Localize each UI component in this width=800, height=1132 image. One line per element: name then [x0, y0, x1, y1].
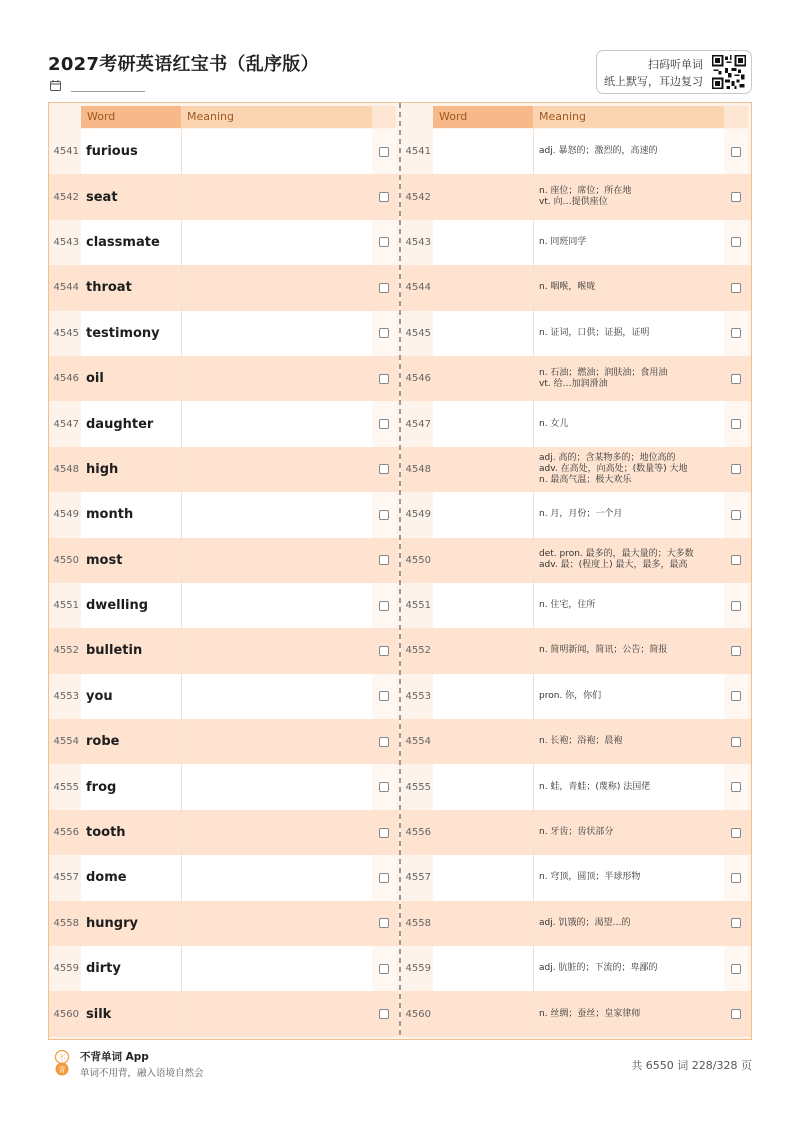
word-cell: tooth	[86, 825, 126, 841]
word-blank-cell[interactable]	[433, 991, 533, 1036]
check-cell	[724, 674, 748, 719]
table-row	[401, 719, 751, 764]
check-cell	[724, 855, 748, 900]
meaning-blank-cell[interactable]	[181, 764, 372, 809]
table-row	[49, 265, 399, 310]
check-cell	[724, 265, 748, 310]
word-blank-cell[interactable]	[433, 810, 533, 855]
meaning-cell: n. 咽喉，喉咙	[533, 265, 724, 310]
meaning-header: Meaning	[181, 106, 372, 128]
table-row	[401, 265, 751, 310]
meaning-blank-cell[interactable]	[181, 719, 372, 764]
meaning-cell: n. 长袍；浴袍；晨袍	[533, 719, 724, 764]
check-cell	[724, 946, 748, 991]
entry-number: 4550	[405, 554, 431, 566]
table-row	[401, 991, 751, 1036]
check-cell	[372, 492, 396, 537]
word-cell: daughter	[81, 401, 181, 446]
table-row	[401, 129, 751, 174]
checkbox[interactable]	[731, 1009, 741, 1019]
table-row	[49, 764, 399, 809]
check-cell	[372, 447, 396, 492]
checkbox[interactable]	[731, 147, 741, 157]
meaning-blank-cell[interactable]	[181, 174, 372, 219]
checkbox[interactable]	[379, 464, 389, 474]
check-header	[724, 106, 748, 128]
word-cell: oil	[86, 371, 104, 387]
entry-number: 4551	[405, 600, 431, 612]
word-header: Word	[81, 106, 181, 128]
table-row	[49, 220, 399, 265]
meaning-cell: n. 牙齿；齿状部分	[533, 810, 724, 855]
entry-number: 4554	[53, 736, 79, 748]
checkbox[interactable]	[379, 964, 389, 974]
check-cell	[372, 946, 396, 991]
entry-number: 4553	[405, 690, 431, 702]
entry-number: 4541	[405, 146, 431, 158]
scan-qr-panel[interactable]	[596, 50, 752, 94]
entry-number: 4543	[405, 236, 431, 248]
meaning-cell: pron. 你，你们	[533, 674, 724, 719]
meaning-cell: n. 同班同学	[533, 220, 724, 265]
entry-number: 4552	[53, 645, 79, 657]
table-row	[401, 220, 751, 265]
table-row	[49, 129, 399, 174]
check-cell	[372, 764, 396, 809]
meaning-blank-cell[interactable]	[181, 311, 372, 356]
checkbox[interactable]	[379, 555, 389, 565]
table-row	[49, 174, 399, 219]
word-cell: frog	[81, 764, 181, 809]
date-field[interactable]	[50, 79, 145, 92]
checkbox[interactable]	[731, 646, 741, 656]
table-row	[49, 946, 399, 991]
checkbox[interactable]	[379, 510, 389, 520]
entry-number: 4558	[405, 917, 431, 929]
checkbox[interactable]	[731, 555, 741, 565]
checkbox[interactable]	[731, 419, 741, 429]
check-cell	[724, 356, 748, 401]
table-row	[401, 538, 751, 583]
checkbox[interactable]	[731, 828, 741, 838]
date-blank-line[interactable]	[71, 79, 145, 92]
entry-number: 4557	[53, 872, 79, 884]
entry-number: 4542	[53, 191, 79, 203]
entry-number: 4549	[53, 509, 79, 521]
word-blank-cell[interactable]	[433, 628, 533, 673]
check-cell	[724, 810, 748, 855]
meaning-blank-cell[interactable]	[181, 628, 372, 673]
checkbox[interactable]	[379, 601, 389, 611]
check-cell	[724, 447, 748, 492]
table-row	[49, 991, 399, 1036]
calendar-icon	[50, 80, 61, 91]
entry-number: 4548	[405, 463, 431, 475]
checkbox[interactable]	[379, 691, 389, 701]
scan-label: 扫码听单词	[648, 58, 703, 71]
word-column-panel	[49, 103, 399, 1039]
entry-number: 4551	[53, 600, 79, 612]
entry-number: 4555	[405, 781, 431, 793]
check-cell	[724, 220, 748, 265]
check-cell	[372, 220, 396, 265]
check-header	[372, 106, 396, 128]
page-info: 共 6550 词 228/328 页	[631, 1059, 752, 1072]
word-cell: seat	[86, 189, 118, 205]
checkbox[interactable]	[379, 419, 389, 429]
word-blank-cell[interactable]	[433, 356, 533, 401]
check-cell	[724, 991, 748, 1036]
word-cell: silk	[86, 1006, 112, 1022]
word-blank-cell[interactable]	[433, 855, 533, 900]
qr-code-icon[interactable]	[712, 55, 746, 89]
word-blank-cell[interactable]	[433, 719, 533, 764]
table-row	[49, 311, 399, 356]
checkbox[interactable]	[731, 782, 741, 792]
meaning-cell: n. 住宅，住所	[533, 583, 724, 628]
entry-number: 4560	[405, 1008, 431, 1020]
table-row	[49, 901, 399, 946]
check-cell	[724, 538, 748, 583]
table-row	[49, 583, 399, 628]
meaning-column-panel	[401, 103, 751, 1039]
checkbox[interactable]	[379, 646, 389, 656]
word-cell: most	[86, 552, 123, 568]
table-row	[401, 492, 751, 537]
check-cell	[724, 174, 748, 219]
word-cell: throat	[86, 280, 132, 296]
entry-number: 4545	[53, 327, 79, 339]
entry-number: 4548	[53, 463, 79, 475]
checkbox[interactable]	[379, 782, 389, 792]
word-cell: classmate	[81, 220, 181, 265]
entry-number: 4549	[405, 509, 431, 521]
meaning-blank-cell[interactable]	[181, 129, 372, 174]
table-row	[49, 538, 399, 583]
table-row	[49, 447, 399, 492]
word-cell: month	[81, 492, 181, 537]
check-cell	[724, 764, 748, 809]
meaning-blank-cell[interactable]	[181, 401, 372, 446]
word-blank-cell[interactable]	[433, 674, 533, 719]
meaning-blank-cell[interactable]	[181, 810, 372, 855]
meaning-list	[401, 129, 751, 1037]
checkbox[interactable]	[731, 918, 741, 928]
check-cell	[372, 855, 396, 900]
word-blank-cell[interactable]	[433, 538, 533, 583]
word-cell: bulletin	[86, 643, 143, 659]
check-cell	[724, 719, 748, 764]
check-cell	[724, 311, 748, 356]
meaning-blank-cell[interactable]	[181, 538, 372, 583]
word-blank-cell[interactable]	[433, 901, 533, 946]
word-blank-cell[interactable]	[433, 174, 533, 219]
entry-number: 4556	[53, 827, 79, 839]
word-cell: dirty	[81, 946, 181, 991]
entry-number: 4544	[53, 282, 79, 294]
meaning-blank-cell[interactable]	[181, 901, 372, 946]
checkbox[interactable]	[731, 510, 741, 520]
table-row	[49, 719, 399, 764]
word-blank-cell[interactable]	[433, 447, 533, 492]
meaning-cell: n. 石油；燃油；润肤油；食用油 vt. 给…加润滑油	[533, 356, 724, 401]
word-blank-cell[interactable]	[433, 492, 533, 537]
entry-number: 4556	[405, 827, 431, 839]
check-cell	[372, 265, 396, 310]
table-row	[401, 401, 751, 446]
table-row	[401, 311, 751, 356]
entry-number: 4550	[53, 554, 79, 566]
meaning-cell: n. 证词，口供；证据，证明	[533, 311, 724, 356]
entry-number: 4559	[53, 963, 79, 975]
table-row	[49, 674, 399, 719]
meaning-cell: n. 丝绸；蚕丝；皇家律师	[533, 991, 724, 1036]
checkbox[interactable]	[379, 192, 389, 202]
checkbox[interactable]	[379, 1009, 389, 1019]
check-cell	[372, 583, 396, 628]
checkbox[interactable]	[731, 691, 741, 701]
meaning-cell: n. 女儿	[533, 401, 724, 446]
word-blank-cell[interactable]	[433, 764, 533, 809]
word-blank-cell[interactable]	[433, 129, 533, 174]
word-blank-cell[interactable]	[433, 265, 533, 310]
checkbox[interactable]	[379, 873, 389, 883]
entry-number: 4547	[405, 418, 431, 430]
checkbox[interactable]	[731, 964, 741, 974]
entry-number: 4546	[405, 373, 431, 385]
check-cell	[724, 583, 748, 628]
entry-number: 4546	[53, 373, 79, 385]
meaning-blank-cell[interactable]	[181, 265, 372, 310]
check-cell	[372, 401, 396, 446]
word-cell: testimony	[81, 311, 181, 356]
check-cell	[372, 311, 396, 356]
entry-number: 4547	[53, 418, 79, 430]
checkbox[interactable]	[379, 737, 389, 747]
app-logo-icon	[51, 1050, 73, 1076]
entry-number: 4541	[53, 146, 79, 158]
table-row	[401, 583, 751, 628]
meaning-cell: det. pron. 最多的，最大量的；大多数 adv. 最；(程度上) 最大，最多，最高	[533, 538, 724, 583]
meaning-cell: n. 穹顶，圆顶；半球形物	[533, 855, 724, 900]
table-row	[49, 401, 399, 446]
table-row	[49, 628, 399, 673]
word-blank-cell[interactable]	[433, 311, 533, 356]
svg-text:不: 不	[58, 1054, 66, 1062]
checkbox[interactable]	[731, 374, 741, 384]
entry-number: 4545	[405, 327, 431, 339]
checkbox[interactable]	[379, 918, 389, 928]
word-cell: you	[81, 674, 181, 719]
meaning-cell: adj. 暴怒的；激烈的，高速的	[533, 129, 724, 174]
word-cell: dwelling	[81, 583, 181, 628]
meaning-cell: n. 月，月份；一个月	[533, 492, 724, 537]
table-row	[401, 764, 751, 809]
word-cell: robe	[86, 734, 120, 750]
vocab-sheet	[48, 102, 752, 1040]
entry-number: 4542	[405, 191, 431, 203]
meaning-cell: n. 简明新闻，简讯；公告；简报	[533, 628, 724, 673]
entry-number: 4544	[405, 282, 431, 294]
meaning-cell: n. 座位；席位；所在地 vt. 向…提供座位	[533, 174, 724, 219]
check-cell	[372, 991, 396, 1036]
table-row	[49, 356, 399, 401]
word-cell: high	[86, 461, 119, 477]
app-slogan: 单词不用背，融入语境自然会	[80, 1068, 204, 1079]
checkbox[interactable]	[731, 283, 741, 293]
checkbox[interactable]	[379, 328, 389, 338]
check-cell	[372, 674, 396, 719]
checkbox[interactable]	[731, 237, 741, 247]
table-row	[401, 628, 751, 673]
check-cell	[372, 129, 396, 174]
entry-number: 4558	[53, 917, 79, 929]
check-cell	[372, 628, 396, 673]
meaning-cell: adj. 高的；含某物多的；地位高的 adv. 在高处，向高处；(数量等) 大地 n. 最高气温；极大欢乐	[533, 447, 724, 492]
check-cell	[372, 538, 396, 583]
checkbox[interactable]	[379, 147, 389, 157]
entry-number: 4560	[53, 1008, 79, 1020]
checkbox[interactable]	[379, 374, 389, 384]
svg-text:背: 背	[58, 1066, 66, 1074]
table-row	[401, 810, 751, 855]
checkbox[interactable]	[731, 192, 741, 202]
check-cell	[724, 628, 748, 673]
check-cell	[724, 492, 748, 537]
meaning-blank-cell[interactable]	[181, 855, 372, 900]
entry-number: 4552	[405, 645, 431, 657]
word-cell: hungry	[86, 915, 138, 931]
word-blank-cell[interactable]	[433, 220, 533, 265]
table-row	[49, 492, 399, 537]
word-blank-cell[interactable]	[433, 946, 533, 991]
meaning-blank-cell[interactable]	[181, 946, 372, 991]
table-row	[401, 946, 751, 991]
checkbox[interactable]	[731, 737, 741, 747]
word-blank-cell[interactable]	[433, 583, 533, 628]
meaning-cell: adj. 肮脏的；下流的；卑鄙的	[533, 946, 724, 991]
check-cell	[724, 901, 748, 946]
checkbox[interactable]	[379, 828, 389, 838]
check-cell	[372, 719, 396, 764]
checkbox[interactable]	[731, 328, 741, 338]
word-cell: furious	[81, 129, 181, 174]
word-cell: dome	[81, 855, 181, 900]
word-header: Word	[433, 106, 533, 128]
checkbox[interactable]	[379, 283, 389, 293]
entry-number: 4554	[405, 736, 431, 748]
meaning-blank-cell[interactable]	[181, 674, 372, 719]
meaning-header: Meaning	[533, 106, 724, 128]
word-blank-cell[interactable]	[433, 401, 533, 446]
checkbox[interactable]	[731, 464, 741, 474]
entry-number: 4555	[53, 781, 79, 793]
meaning-cell: adj. 饥饿的；渴望…的	[533, 901, 724, 946]
meaning-blank-cell[interactable]	[181, 991, 372, 1036]
table-row	[401, 901, 751, 946]
meaning-blank-cell[interactable]	[181, 356, 372, 401]
check-cell	[372, 901, 396, 946]
check-cell	[372, 810, 396, 855]
checkbox[interactable]	[379, 237, 389, 247]
check-cell	[724, 401, 748, 446]
entry-number: 4557	[405, 872, 431, 884]
page-title: 2027考研英语红宝书（乱序版）	[48, 54, 319, 75]
meaning-blank-cell[interactable]	[181, 583, 372, 628]
entry-number: 4559	[405, 963, 431, 975]
word-list	[49, 129, 399, 1037]
meaning-blank-cell[interactable]	[181, 220, 372, 265]
meaning-blank-cell[interactable]	[181, 492, 372, 537]
entry-number: 4543	[53, 236, 79, 248]
table-row	[401, 447, 751, 492]
scan-sublabel: 纸上默写，耳边复习	[604, 75, 703, 88]
app-brand: 不背单词 App	[80, 1051, 149, 1063]
check-cell	[372, 356, 396, 401]
check-cell	[372, 174, 396, 219]
checkbox[interactable]	[731, 601, 741, 611]
table-row	[401, 174, 751, 219]
check-cell	[724, 129, 748, 174]
entry-number: 4553	[53, 690, 79, 702]
table-row	[401, 674, 751, 719]
checkbox[interactable]	[731, 873, 741, 883]
table-row	[401, 356, 751, 401]
table-row	[49, 810, 399, 855]
table-row	[401, 855, 751, 900]
meaning-cell: n. 蛙，青蛙；(蔑称) 法国佬	[533, 764, 724, 809]
table-row	[49, 855, 399, 900]
meaning-blank-cell[interactable]	[181, 447, 372, 492]
